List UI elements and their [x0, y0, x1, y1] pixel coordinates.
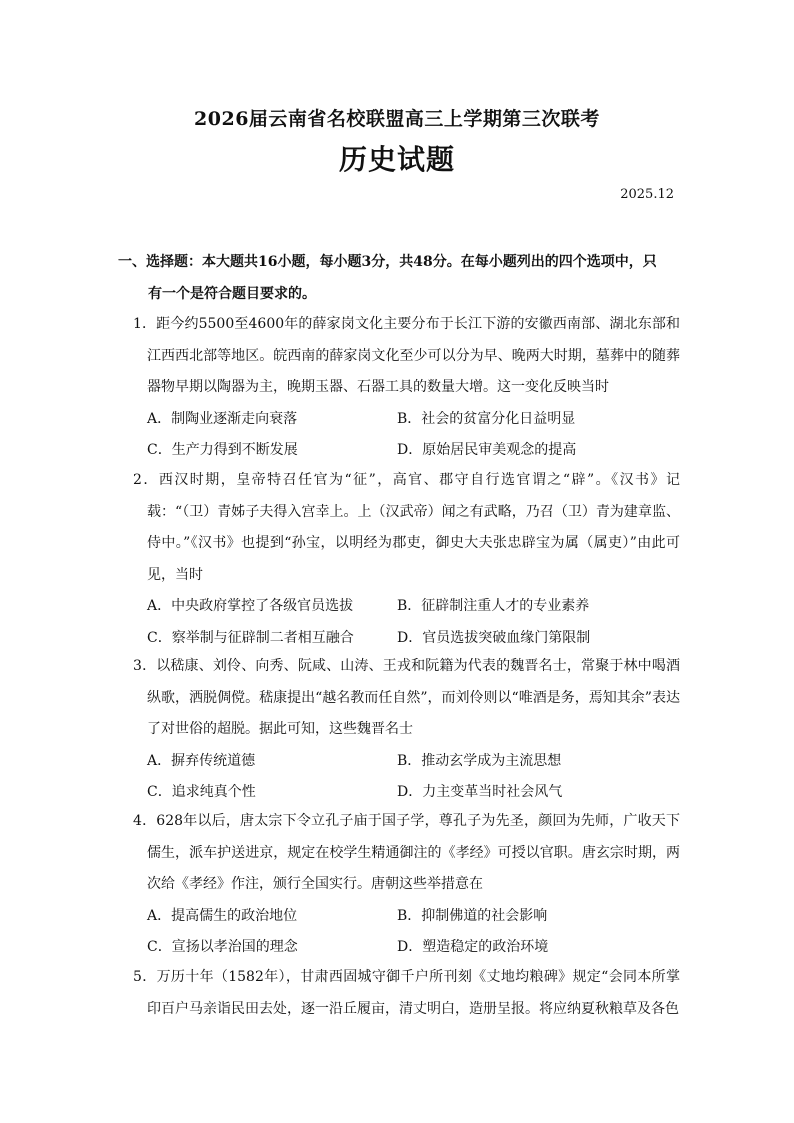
exam-title: 2026届云南省名校联盟高三上学期第三次联考: [194, 108, 600, 130]
option-a: A．提高儒生的政治地位: [147, 907, 298, 924]
option-d: D．塑造稳定的政治环境: [397, 939, 549, 955]
section-instructions-line2: 有一个是符合题目要求的。: [148, 286, 316, 302]
option-c: C．追求纯真个性: [147, 784, 256, 800]
question-1: [128, 309, 680, 467]
question-5: [128, 962, 680, 1025]
question-4: [128, 806, 680, 964]
option-d: D．原始居民审美观念的提高: [397, 442, 577, 458]
option-b: B．抑制佛道的社会影响: [397, 907, 548, 924]
section-instructions: [118, 246, 678, 310]
question-stem: 5．万历十年（1582年），甘肃西固城守御千户所刊刻《丈地均粮碑》规定“会同本所掌印百户马亲诣民田去处，逐一沿丘履亩，清丈明白，造册呈报。将应纳夏秋粮草及各色: [133, 969, 680, 1017]
option-c: C．生产力得到不断发展: [147, 442, 298, 458]
option-b: B．社会的贫富分化日益明显: [397, 410, 576, 427]
option-b: B．征辟制注重人才的专业素养: [397, 598, 590, 614]
option-a: A．中央政府掌控了各级官员选拔: [147, 598, 354, 614]
question-3: [128, 651, 680, 809]
exam-date: 2025.12: [620, 187, 674, 202]
option-c: C．宣扬以孝治国的理念: [147, 939, 298, 955]
option-d: D．力主变革当时社会风气: [397, 784, 563, 800]
option-d: D．官员选拔突破血缘门第限制: [397, 629, 591, 646]
option-c: C．察举制与征辟制二者相互融合: [147, 629, 354, 646]
question-options: [128, 591, 680, 654]
question-options: [128, 901, 680, 964]
question-stem: 2．西汉时期，皇帝特召任官为“征”，高官、郡守自行选官谓之“辟”。《汉书》记载：“（卫）青姊子夫得入宫幸上。上（汉武帝）闻之有武略，乃召（卫）青为建章监、侍中。”《汉书》也提到“孙宝，以明经为郡吏，御史大夫张忠辟宝为属（属吏）”由此可见，当时: [133, 472, 680, 583]
question-options: [128, 404, 680, 467]
question-options: [128, 746, 680, 809]
question-stem: 1．距今约5500至4600年的薛家岗文化主要分布于长江下游的安徽西南部、湖北东部和江西西北部等地区。皖西南的薛家岗文化至少可以分为早、晚两大时期，墓葬中的随葬器物早期以陶器为主，晚期玉器、石器工具的数量大增。这一变化反映当时: [133, 316, 680, 395]
question-stem: 4．628年以后，唐太宗下令立孔子庙于国子学，尊孔子为先圣，颜回为先师，广收天下儒生，派车护送进京，规定在校学生精通御注的《孝经》可授以官职。唐玄宗时期，两次给《孝经》作注，颁行全国实行。唐朝这些举措意在: [133, 813, 680, 892]
option-a: A．制陶业逐渐走向衰落: [147, 410, 298, 427]
option-a: A．摒弃传统道德: [147, 752, 256, 769]
question-stem: 3．以嵇康、刘伶、向秀、阮咸、山涛、王戎和阮籍为代表的魏晋名士，常聚于林中喝酒纵歌，洒脱倜傥。嵇康提出“越名教而任自然”，而刘伶则以“唯酒是务，焉知其余”表达了对世俗的超脱。据此可知，这些魏晋名士: [133, 658, 680, 737]
section-instructions-line1: 一、选择题：本大题共16小题，每小题3分，共48分。在每小题列出的四个选项中，只: [118, 254, 657, 270]
option-b: B．推动玄学成为主流思想: [397, 752, 562, 769]
question-2: [128, 465, 680, 654]
exam-subject-title: 历史试题: [338, 143, 455, 176]
